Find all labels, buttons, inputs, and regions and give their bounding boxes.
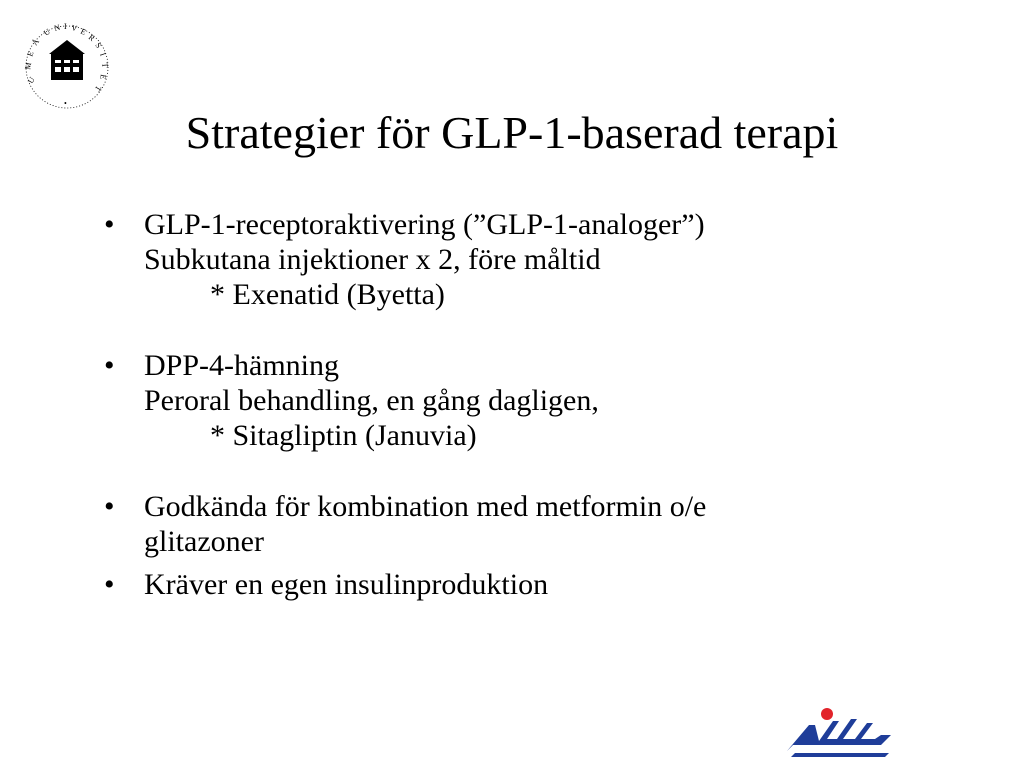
svg-text:U: U	[25, 75, 37, 85]
bullet-marker: •	[104, 490, 115, 523]
svg-text:T: T	[100, 62, 110, 69]
bullet-text: Godkända för kombination med metformin o/e	[144, 490, 707, 523]
svg-text:E: E	[79, 26, 88, 37]
svg-text:V: V	[70, 23, 79, 34]
bullet-list	[104, 207, 984, 602]
svg-text:Å: Å	[30, 37, 41, 48]
svg-text:M: M	[23, 61, 34, 71]
svg-text:T: T	[92, 84, 104, 93]
bullet-text: Kräver en egen insulinproduktion	[144, 568, 549, 601]
bullet-marker: •	[104, 208, 115, 241]
svg-text:S: S	[93, 40, 104, 50]
svg-text:I: I	[98, 51, 108, 58]
bullet-item	[104, 567, 984, 602]
bullet-detail: Subkutana injektioner x 2, före måltid	[144, 243, 601, 276]
bullet-item	[104, 207, 984, 312]
slide-title: Strategier för GLP-1-baserad terapi	[185, 107, 839, 158]
bullet-heading: GLP-1-receptoraktivering (”GLP-1-analoger”)	[144, 208, 705, 241]
bullet-item	[104, 489, 984, 559]
university-seal-logo	[22, 22, 112, 112]
svg-text:•: •	[64, 99, 67, 108]
bullet-marker: •	[104, 568, 115, 601]
svg-text:R: R	[86, 32, 97, 43]
bullet-example: * Sitagliptin (Januvia)	[210, 419, 477, 452]
svg-text:E: E	[25, 50, 36, 58]
bullet-heading: DPP-4-hämning	[144, 349, 339, 382]
bullet-example: * Exenatid (Byetta)	[210, 278, 445, 311]
bullet-detail: Peroral behandling, en gång dagligen,	[144, 384, 599, 417]
svg-text:U: U	[41, 26, 52, 38]
svg-text:N: N	[53, 22, 62, 33]
svg-text:I: I	[64, 22, 67, 31]
bullet-marker: •	[104, 349, 115, 382]
organization-logo	[785, 705, 893, 757]
bullet-text-continued: glitazoner	[144, 525, 264, 558]
svg-text:E: E	[98, 73, 108, 81]
bullet-item	[104, 348, 984, 453]
